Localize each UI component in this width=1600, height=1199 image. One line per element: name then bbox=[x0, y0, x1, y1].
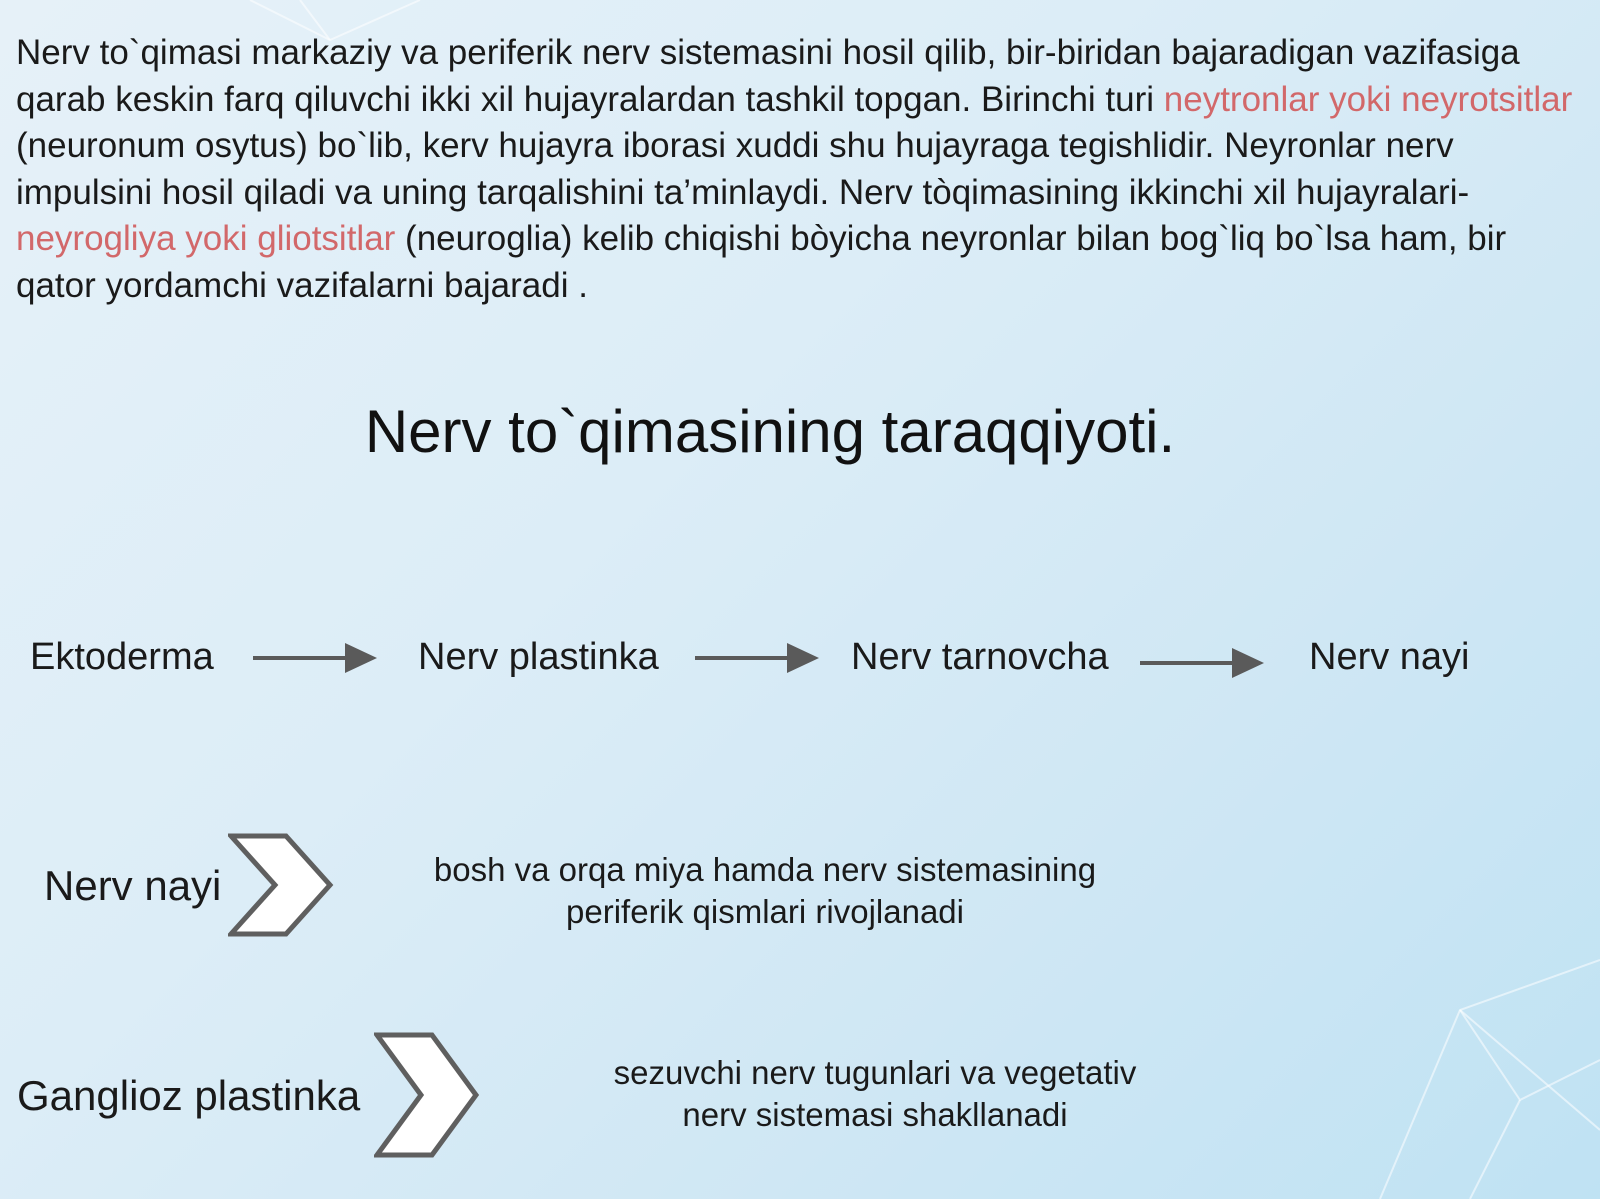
intro-text-3: (neuroglia) kelib chiqishi bòyicha neyronlar bilan bog`liq bo`lsa ham, bir qator yordamchi vazifalarni bajaradi . bbox=[16, 219, 1507, 305]
intro-paragraph bbox=[16, 30, 1576, 309]
intro-highlight-neurons: neytronlar yoki neyrotsitlar bbox=[1163, 79, 1573, 119]
flow-step-nerv-nayi: Nerv nayi bbox=[1309, 636, 1470, 678]
flow-arrow-icon bbox=[253, 640, 383, 676]
definition-line: sezuvchi nerv tugunlari va vegetativ bbox=[613, 1054, 1137, 1091]
definition-line: bosh va orqa miya hamda nerv sistemasining bbox=[433, 851, 1097, 888]
flow-step-ektoderma: Ektoderma bbox=[30, 636, 214, 678]
definition-term-nerv-nayi: Nerv nayi bbox=[44, 862, 222, 909]
flow-step-nerv-plastinka: Nerv plastinka bbox=[418, 636, 659, 678]
flow-arrow-icon bbox=[1140, 645, 1270, 681]
flow-step-nerv-tarnovcha: Nerv tarnovcha bbox=[851, 636, 1109, 678]
intro-text-2: (neuronum osytus) bo`lib, kerv hujayra iborasi xuddi shu hujayraga tegishlidir. Neyronlar nerv impulsini hosil qiladi va uning tarqalishini ta’minlaydi. Nerv tòqimasining ikkinchi xil hujayralari- bbox=[16, 126, 1470, 212]
intro-highlight-glia: neyrogliya yoki gliotsitlar bbox=[16, 219, 396, 258]
slide-title: Nerv to`qimasining taraqqiyoti. bbox=[364, 398, 1176, 465]
intro-text-1: Nerv to`qimasi markaziy va periferik nerv sistemasini hosil qilib, bir-biridan bajaradigan vazifasiga qarab keskin farq qiluvchi ikki xil hujayralardan tashkil topgan. Birinchi turi bbox=[16, 33, 1520, 119]
definition-description-ganglioz-plastinka bbox=[520, 1052, 1230, 1136]
chevron-right-icon bbox=[374, 1032, 480, 1158]
definition-line: nerv sistemasi shakllanadi bbox=[682, 1096, 1068, 1133]
definition-description-nerv-nayi bbox=[355, 849, 1175, 933]
definition-term-ganglioz-plastinka: Ganglioz plastinka bbox=[17, 1072, 361, 1119]
definition-line: periferik qismlari rivojlanadi bbox=[566, 893, 964, 930]
flow-arrow-icon bbox=[695, 640, 825, 676]
chevron-right-icon bbox=[228, 833, 334, 937]
